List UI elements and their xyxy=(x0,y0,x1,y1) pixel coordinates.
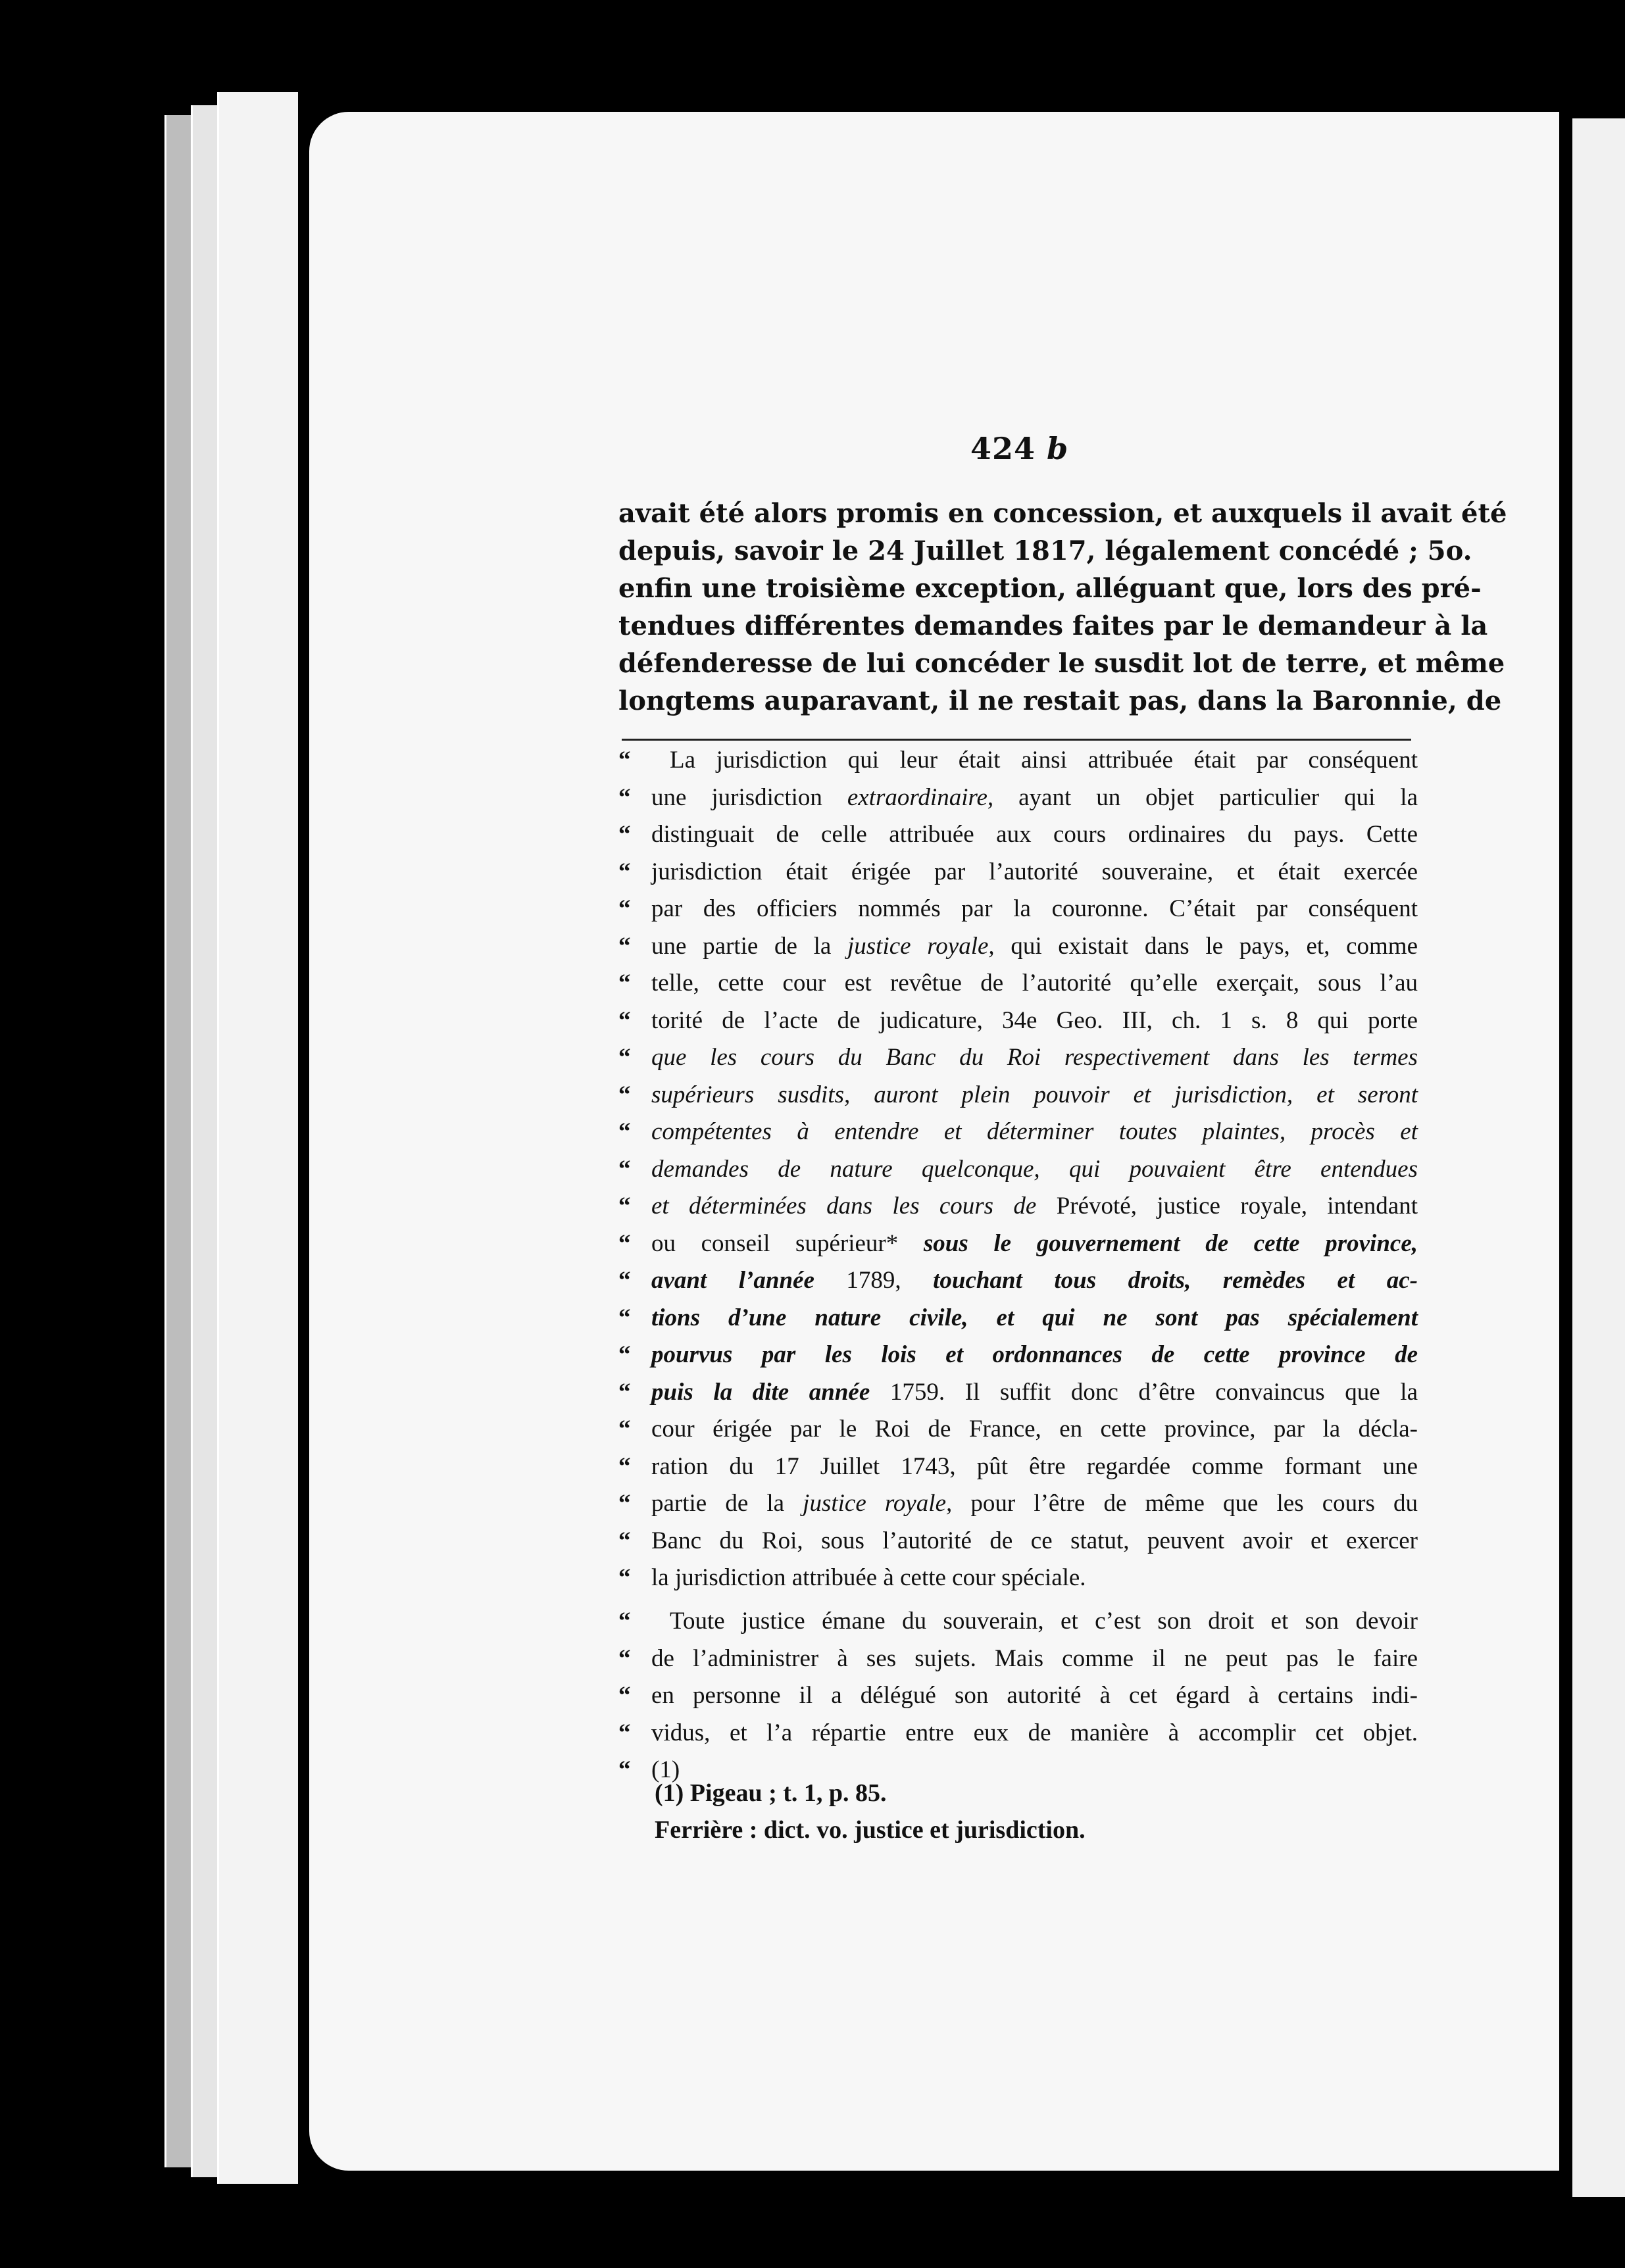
quote-mark: “ xyxy=(618,1564,631,1591)
quote-mark: “ xyxy=(618,821,631,848)
text-run: touchant tous droits, remèdes et ac- xyxy=(933,1267,1418,1294)
text-run: (1) xyxy=(651,1756,680,1783)
quote-mark: “ xyxy=(618,1490,631,1517)
quote-mark: “ xyxy=(618,1118,631,1145)
text-run: ration du 17 Juillet 1743, pût être regardée comme formant une xyxy=(651,1452,1418,1480)
quote-mark: “ xyxy=(618,1644,631,1672)
quote-line-text xyxy=(651,891,1418,928)
quote-mark: “ xyxy=(618,1527,631,1554)
quote-line-text xyxy=(651,1640,1418,1678)
quote-mark: “ xyxy=(618,1044,631,1071)
footnote-pigeau: (1) Pigeau ; t. 1, p. 85. xyxy=(655,1779,887,1807)
text-run: pour l’être de même que les cours du xyxy=(952,1490,1418,1517)
quote-line xyxy=(618,1374,1418,1412)
quote-line xyxy=(618,1640,1418,1678)
quoted-note-jurisdiction xyxy=(618,742,1418,1597)
text-run: torité de l’acte de judicature, 34e Geo. III, ch. 1 s. 8 qui porte xyxy=(651,1006,1418,1034)
quote-mark: “ xyxy=(618,1682,631,1709)
text-run: Prévoté, justice royale, intendant xyxy=(1036,1193,1418,1220)
text-run: une jurisdiction xyxy=(651,783,847,811)
page-edge xyxy=(217,92,298,2184)
quote-mark: “ xyxy=(618,1006,631,1034)
page-number-value: 424 xyxy=(970,431,1036,466)
text-run: vidus, et l’a répartie entre eux de manière à accomplir cet objet. xyxy=(651,1719,1418,1746)
quote-mark: “ xyxy=(618,1304,631,1331)
page-number-suffix: b xyxy=(1047,431,1069,466)
text-run: jurisdiction était érigée par l’autorité souveraine, et était exercée xyxy=(651,858,1418,885)
page-number xyxy=(970,431,1068,466)
quote-line-text xyxy=(651,1374,1418,1412)
text-run: en personne il a délégué son autorité à cet égard à certains indi- xyxy=(651,1682,1418,1709)
text-run: la jurisdiction attribuée à cette cour spéciale. xyxy=(651,1564,1086,1591)
quote-line xyxy=(618,854,1418,891)
quoted-note-justice xyxy=(618,1603,1418,1789)
text-line: tendues différentes demandes faites par le demandeur à la xyxy=(618,610,1488,641)
quote-line-text xyxy=(651,965,1418,1002)
quote-line-text xyxy=(651,1677,1418,1715)
text-run: ayant un objet particulier qui la xyxy=(993,783,1418,811)
text-run: qui existait dans le pays, et, comme xyxy=(994,932,1418,960)
quote-line-text xyxy=(651,1715,1418,1752)
text-run: sous le gouvernement de cette province, xyxy=(923,1229,1418,1257)
text-run: tions d’une nature civile, et qui ne sont pas spécialement xyxy=(651,1304,1418,1331)
quote-mark: “ xyxy=(618,1267,631,1294)
text-run: que les cours du Banc du Roi respectivement dans les termes xyxy=(651,1044,1418,1071)
quote-mark: “ xyxy=(618,1378,631,1406)
text-run: justice royale, xyxy=(847,932,995,960)
quote-mark: “ xyxy=(618,895,631,922)
quote-mark: “ xyxy=(618,1229,631,1257)
text-run: pourvus par les lois et ordonnances de cette province de xyxy=(651,1341,1418,1368)
text-run: cour érigée par le Roi de France, en cette province, par la décla- xyxy=(651,1416,1418,1442)
quote-line xyxy=(618,928,1418,966)
text-run: partie de la xyxy=(651,1490,803,1517)
quote-line-text xyxy=(651,779,1418,817)
quote-line-text xyxy=(651,1603,1418,1640)
quote-line-text xyxy=(651,1485,1418,1523)
text-run: et déterminées dans les cours de xyxy=(651,1193,1037,1220)
quote-line xyxy=(618,1077,1418,1114)
quote-line-text xyxy=(651,1151,1418,1189)
text-run: Toute justice émane du souverain, et c’est son droit et son devoir xyxy=(670,1608,1418,1635)
quote-line xyxy=(618,891,1418,928)
quote-line xyxy=(618,1114,1418,1151)
quote-mark: “ xyxy=(618,1452,631,1480)
text-run: Banc du Roi, sous l’autorité de ce statut, peuvent avoir et exercer xyxy=(651,1527,1418,1554)
quote-line xyxy=(618,742,1418,779)
quote-mark: “ xyxy=(618,1416,631,1442)
text-run: 1789, xyxy=(814,1267,934,1294)
quote-line-text xyxy=(651,816,1418,854)
quote-mark: “ xyxy=(618,783,631,811)
text-run: distinguait de celle attribuée aux cours ordinaires du pays. Cette xyxy=(651,821,1418,848)
quote-mark: “ xyxy=(618,1608,631,1635)
quote-line-text xyxy=(651,1411,1418,1448)
text-line: enfin une troisième exception, alléguant que, lors des pré- xyxy=(618,573,1482,604)
quote-line-text xyxy=(651,1225,1418,1263)
text-run: de l’administrer à ses sujets. Mais comme il ne peut pas le faire xyxy=(651,1644,1418,1672)
text-run: une partie de la xyxy=(651,932,847,960)
quote-line xyxy=(618,1560,1418,1597)
quote-line-text xyxy=(651,928,1418,966)
text-run: demandes de nature quelconque, qui pouvaient être entendues xyxy=(651,1155,1418,1183)
quote-line-text xyxy=(651,854,1418,891)
quote-line-text xyxy=(651,1188,1418,1225)
main-paragraph xyxy=(618,495,1507,720)
text-line: depuis, savoir le 24 Juillet 1817, légalement concédé ; 5o. xyxy=(618,535,1472,566)
quote-line xyxy=(618,779,1418,817)
text-run: extraordinaire, xyxy=(847,783,994,811)
text-run: par des officiers nommés par la couronne. C’était par conséquent xyxy=(651,895,1418,922)
quote-mark: “ xyxy=(618,1719,631,1746)
quote-line xyxy=(618,1715,1418,1752)
footnote-rule xyxy=(622,739,1411,741)
quote-mark: “ xyxy=(618,747,631,774)
quote-line xyxy=(618,1337,1418,1374)
quote-mark: “ xyxy=(618,1193,631,1220)
quote-line-text xyxy=(651,742,1418,779)
quote-line xyxy=(618,965,1418,1002)
text-run: telle, cette cour est revêtue de l’autorité qu’elle exerçait, sous l’au xyxy=(651,970,1418,997)
text-run: La jurisdiction qui leur était ainsi attribuée était par conséquent xyxy=(670,747,1418,774)
quote-line xyxy=(618,1262,1418,1300)
quote-mark: “ xyxy=(618,858,631,885)
text-run: supérieurs susdits, auront plein pouvoir et jurisdiction, et seront xyxy=(651,1081,1418,1108)
text-line: longtems auparavant, il ne restait pas, dans la Baronnie, de xyxy=(618,685,1502,716)
quote-mark: “ xyxy=(618,1756,631,1783)
text-line: avait été alors promis en concession, et auxquels il avait été xyxy=(618,498,1507,529)
quote-line-text xyxy=(651,1300,1418,1337)
quote-line-text xyxy=(651,1114,1418,1151)
facing-page-edge xyxy=(1572,118,1625,2197)
quote-line-text xyxy=(651,1077,1418,1114)
quote-line xyxy=(618,1603,1418,1640)
quote-line xyxy=(618,816,1418,854)
quote-line xyxy=(618,1448,1418,1486)
quote-line xyxy=(618,1523,1418,1560)
text-run: 1759. Il suffit donc d’être convaincus que la xyxy=(870,1378,1418,1406)
text-run: compétentes à entendre et déterminer toutes plaintes, procès et xyxy=(651,1118,1418,1145)
text-run: justice royale, xyxy=(803,1490,953,1517)
quote-mark: “ xyxy=(618,1155,631,1183)
quote-line-text xyxy=(651,1002,1418,1040)
quote-line-text xyxy=(651,1560,1418,1597)
quote-line-text xyxy=(651,1523,1418,1560)
footnote-ferriere: Ferrière : dict. vo. justice et jurisdiction. xyxy=(655,1816,1086,1844)
text-line: défenderesse de lui concéder le susdit lot de terre, et même xyxy=(618,648,1505,679)
quote-line xyxy=(618,1002,1418,1040)
quote-line xyxy=(618,1677,1418,1715)
text-run: ou conseil supérieur* xyxy=(651,1229,924,1257)
quote-line xyxy=(618,1188,1418,1225)
quote-line xyxy=(618,1300,1418,1337)
quote-line-text xyxy=(651,1337,1418,1374)
quote-mark: “ xyxy=(618,1341,631,1368)
quote-line xyxy=(618,1411,1418,1448)
text-run: puis la dite année xyxy=(651,1378,870,1406)
quote-line-text xyxy=(651,1039,1418,1077)
quote-line xyxy=(618,1039,1418,1077)
quote-mark: “ xyxy=(618,1081,631,1108)
footnotes xyxy=(655,1775,1086,1848)
quote-line xyxy=(618,1485,1418,1523)
quote-mark: “ xyxy=(618,932,631,960)
text-run: avant l’année xyxy=(651,1267,814,1294)
quote-line xyxy=(618,1225,1418,1263)
quote-mark: “ xyxy=(618,970,631,997)
quote-line-text xyxy=(651,1448,1418,1486)
quote-line xyxy=(618,1151,1418,1189)
quote-line-text xyxy=(651,1262,1418,1300)
